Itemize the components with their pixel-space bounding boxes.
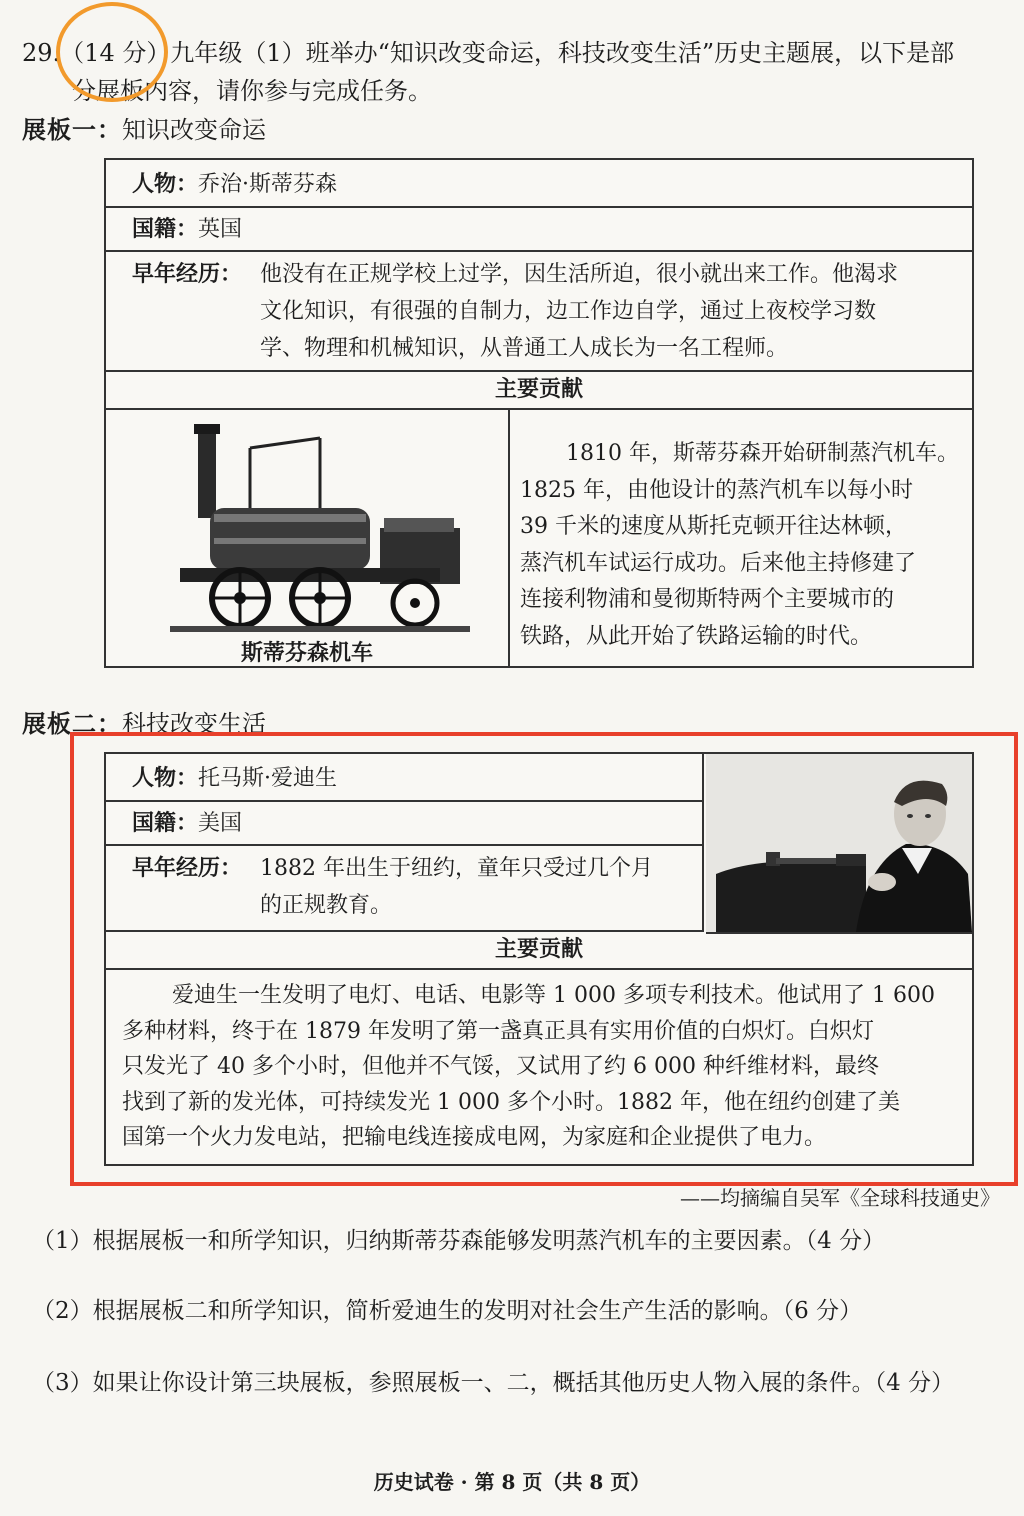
question-intro-line2: 分展板内容，请你参与完成任务。 — [72, 77, 432, 105]
panel2-table — [104, 752, 974, 1166]
panel1-title: 知识改变命运 — [122, 116, 266, 144]
panel1-early-row — [106, 252, 972, 372]
panel2-nationality: 美国 — [198, 811, 243, 836]
panel1-image-cell — [106, 410, 510, 666]
panel1-early-text — [260, 256, 960, 367]
task-1: （1）根据展板一和所学知识，归纳斯蒂芬森能够发明蒸汽机车的主要因素。（4 分） — [32, 1228, 886, 1254]
panel1-contribution-header: 主要贡献 — [106, 372, 972, 410]
panel2-contribution-line: 找到了新的发光体，可持续发光 1 000 多个小时。1882 年，他在纽约创建了美 — [122, 1089, 900, 1115]
panel1-person-row — [106, 160, 972, 208]
panel1-contribution-text — [520, 436, 966, 655]
panel2-contribution-header: 主要贡献 — [106, 932, 972, 970]
panel1-early-line: 他没有在正规学校上过学，因生活所迫，很小就出来工作。他渴求 — [260, 262, 899, 287]
page-footer: 历史试卷 · 第 8 页（共 8 页） — [373, 1470, 651, 1494]
panel2-contribution-text — [122, 978, 962, 1156]
panel2-early-text — [260, 850, 700, 924]
panel1-contribution-line: 39 千米的速度从斯托克顿开往达林顿， — [520, 514, 907, 539]
panel1-label: 展板一： — [22, 115, 122, 144]
panel1-early-label: 早年经历： — [132, 261, 243, 287]
locomotive-image — [170, 418, 470, 638]
panel2-label: 展板二： — [22, 709, 122, 738]
panel1-contribution-line: 连接利物浦和曼彻斯特两个主要城市的 — [520, 587, 895, 612]
panel1-nationality-row — [106, 208, 972, 252]
panel2-contribution-line: 只发光了 40 多个小时，但他并不气馁，又试用了约 6 000 种纤维材料，最终 — [122, 1054, 879, 1079]
panel2-person: 托马斯·爱迪生 — [198, 766, 338, 791]
source-citation: ——均摘编自吴军《全球科技通史》 — [680, 1186, 1000, 1210]
panel1-person: 乔治·斯蒂芬森 — [198, 172, 338, 197]
panel1-contribution-line: 1810 年，斯蒂芬森开始研制蒸汽机车。 — [566, 441, 959, 466]
edison-portrait-image — [706, 754, 972, 932]
panel1-contribution-line: 蒸汽机车试运行成功。后来他主持修建了 — [520, 550, 917, 576]
panel2-person-label: 人物： — [132, 765, 199, 791]
panel1-contribution-line: 铁路，从此开始了铁路运输的时代。 — [520, 623, 873, 649]
panel1-heading — [22, 110, 266, 145]
panel2-contribution-line: 多种材料，终于在 1879 年发明了第一盏真正具有实用价值的白炽灯。白炽灯 — [122, 1018, 874, 1044]
question-header — [22, 34, 1012, 72]
task-3: （3）如果让你设计第三块展板，参照展板一、二，概括其他历史人物入展的条件。（4 分） — [32, 1370, 955, 1396]
panel1-nationality: 英国 — [198, 217, 243, 242]
points-highlight-circle — [56, 2, 171, 102]
panel2-early-label: 早年经历： — [132, 855, 243, 881]
panel1-nationality-label: 国籍： — [132, 216, 199, 242]
panel1-person-label: 人物： — [132, 171, 199, 197]
task-2: （2）根据展板二和所学知识，简析爱迪生的发明对社会生产生活的影响。（6 分） — [32, 1298, 863, 1324]
panel2-nationality-label: 国籍： — [132, 810, 199, 836]
panel2-title: 科技改变生活 — [122, 710, 266, 738]
locomotive-caption: 斯蒂芬森机车 — [240, 640, 373, 666]
panel2-early-line: 的正规教育。 — [260, 893, 393, 918]
panel2-early-line: 1882 年出生于纽约，童年只受过几个月 — [260, 856, 653, 881]
panel2-contribution-line: 爱迪生一生发明了电灯、电话、电影等 1 000 多项专利技术。他试用了 1 600 — [172, 983, 935, 1008]
panel2-early-row — [106, 846, 704, 932]
question-number: 29. — [22, 39, 61, 67]
panel2-contribution-line: 国第一个火力发电站，把输电线连接成电网，为家庭和企业提供了电力。 — [122, 1125, 827, 1150]
panel2-nationality-row — [106, 802, 704, 846]
panel1-contribution-line: 1825 年，由他设计的蒸汽机车以每小时 — [520, 477, 913, 503]
panel1-early-line: 文化知识，有很强的自制力，边工作边自学，通过上夜校学习数 — [260, 299, 877, 324]
question-intro-line1: 九年级（1）班举办“知识改变命运，科技改变生活”历史主题展，以下是部 — [170, 39, 955, 67]
panel1-table — [104, 158, 974, 668]
edison-photo — [706, 754, 972, 934]
panel1-early-line: 学、物理和机械知识，从普通工人成长为一名工程师。 — [260, 336, 789, 361]
panel2-person-row — [106, 754, 704, 802]
question-points: （14 分） — [60, 39, 171, 67]
